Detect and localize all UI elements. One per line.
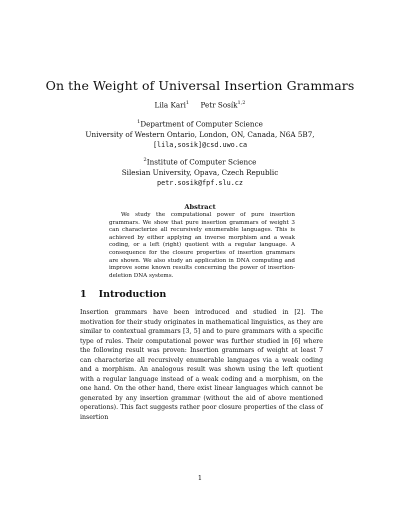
author-mark: 1 [185, 100, 190, 106]
affiliation-mark: 1 [137, 119, 141, 125]
section-number: 1 [80, 289, 87, 300]
abstract-heading: Abstract [184, 203, 216, 211]
affiliation-1 [0, 117, 400, 151]
author-name: Petr Sosík [200, 100, 238, 110]
affiliation-mark: 2 [143, 157, 147, 163]
section-heading [80, 289, 166, 300]
affiliation-address: Silesian University, Opava, Czech Republic [121, 167, 279, 177]
affiliation-dept: Institute of Computer Science [146, 157, 257, 167]
author-name: Lila Kari [154, 100, 186, 110]
affiliation-address: University of Western Ontario, London, ON, Canada, N6A 5B7, [85, 129, 315, 139]
affiliation-email: [lila,sosik]@csd.uwo.ca [152, 141, 248, 150]
author-line [0, 100, 400, 109]
affiliation-email: petr.sosik@fpf.slu.cz [157, 179, 243, 188]
section-title: Introduction [98, 289, 167, 300]
author-mark: 1,2 [237, 100, 246, 106]
abstract-text: We study the computational power of pure insertion grammars. We show that pure insertion grammars of weight 3 can characterize all recursively enumerable languages. This is achieved by either applying an inverse morphism and a weak coding, or a left (right) quotient with a regular language. A consequence for the closure properties of insertion grammars are shown. We also study an application in DNA computing and improve some known results concerning the power of insertion-deletion DNA systems. [109, 212, 295, 279]
affiliation-2 [0, 155, 400, 189]
body-paragraph: Insertion grammars have been introduced and studied in [2]. The motivation for their study originates in mathematical linguistics, as they are similar to contextual grammars [3, 5] and to pure grammars with a specific type of rules. Their computational power was further studied in [6] where the following result was proven: Insertion grammars of weight at least 7 can characterize all recursively enumerable languages via a weak coding and a morphism. An analogous result was shown using the left quotient with a regular language instead of a weak coding and a morphism, on the one hand. On the other hand, there exist linear languages which cannot be generated by any insertion grammar (without the aid of above mentioned operations). This fact suggests rather poor closure properties of the class of insertion [80, 309, 323, 422]
paper-title: On the Weight of Universal Insertion Grammars [45, 78, 355, 93]
page-number: 1 [197, 474, 203, 482]
affiliation-dept: Department of Computer Science [140, 119, 263, 129]
